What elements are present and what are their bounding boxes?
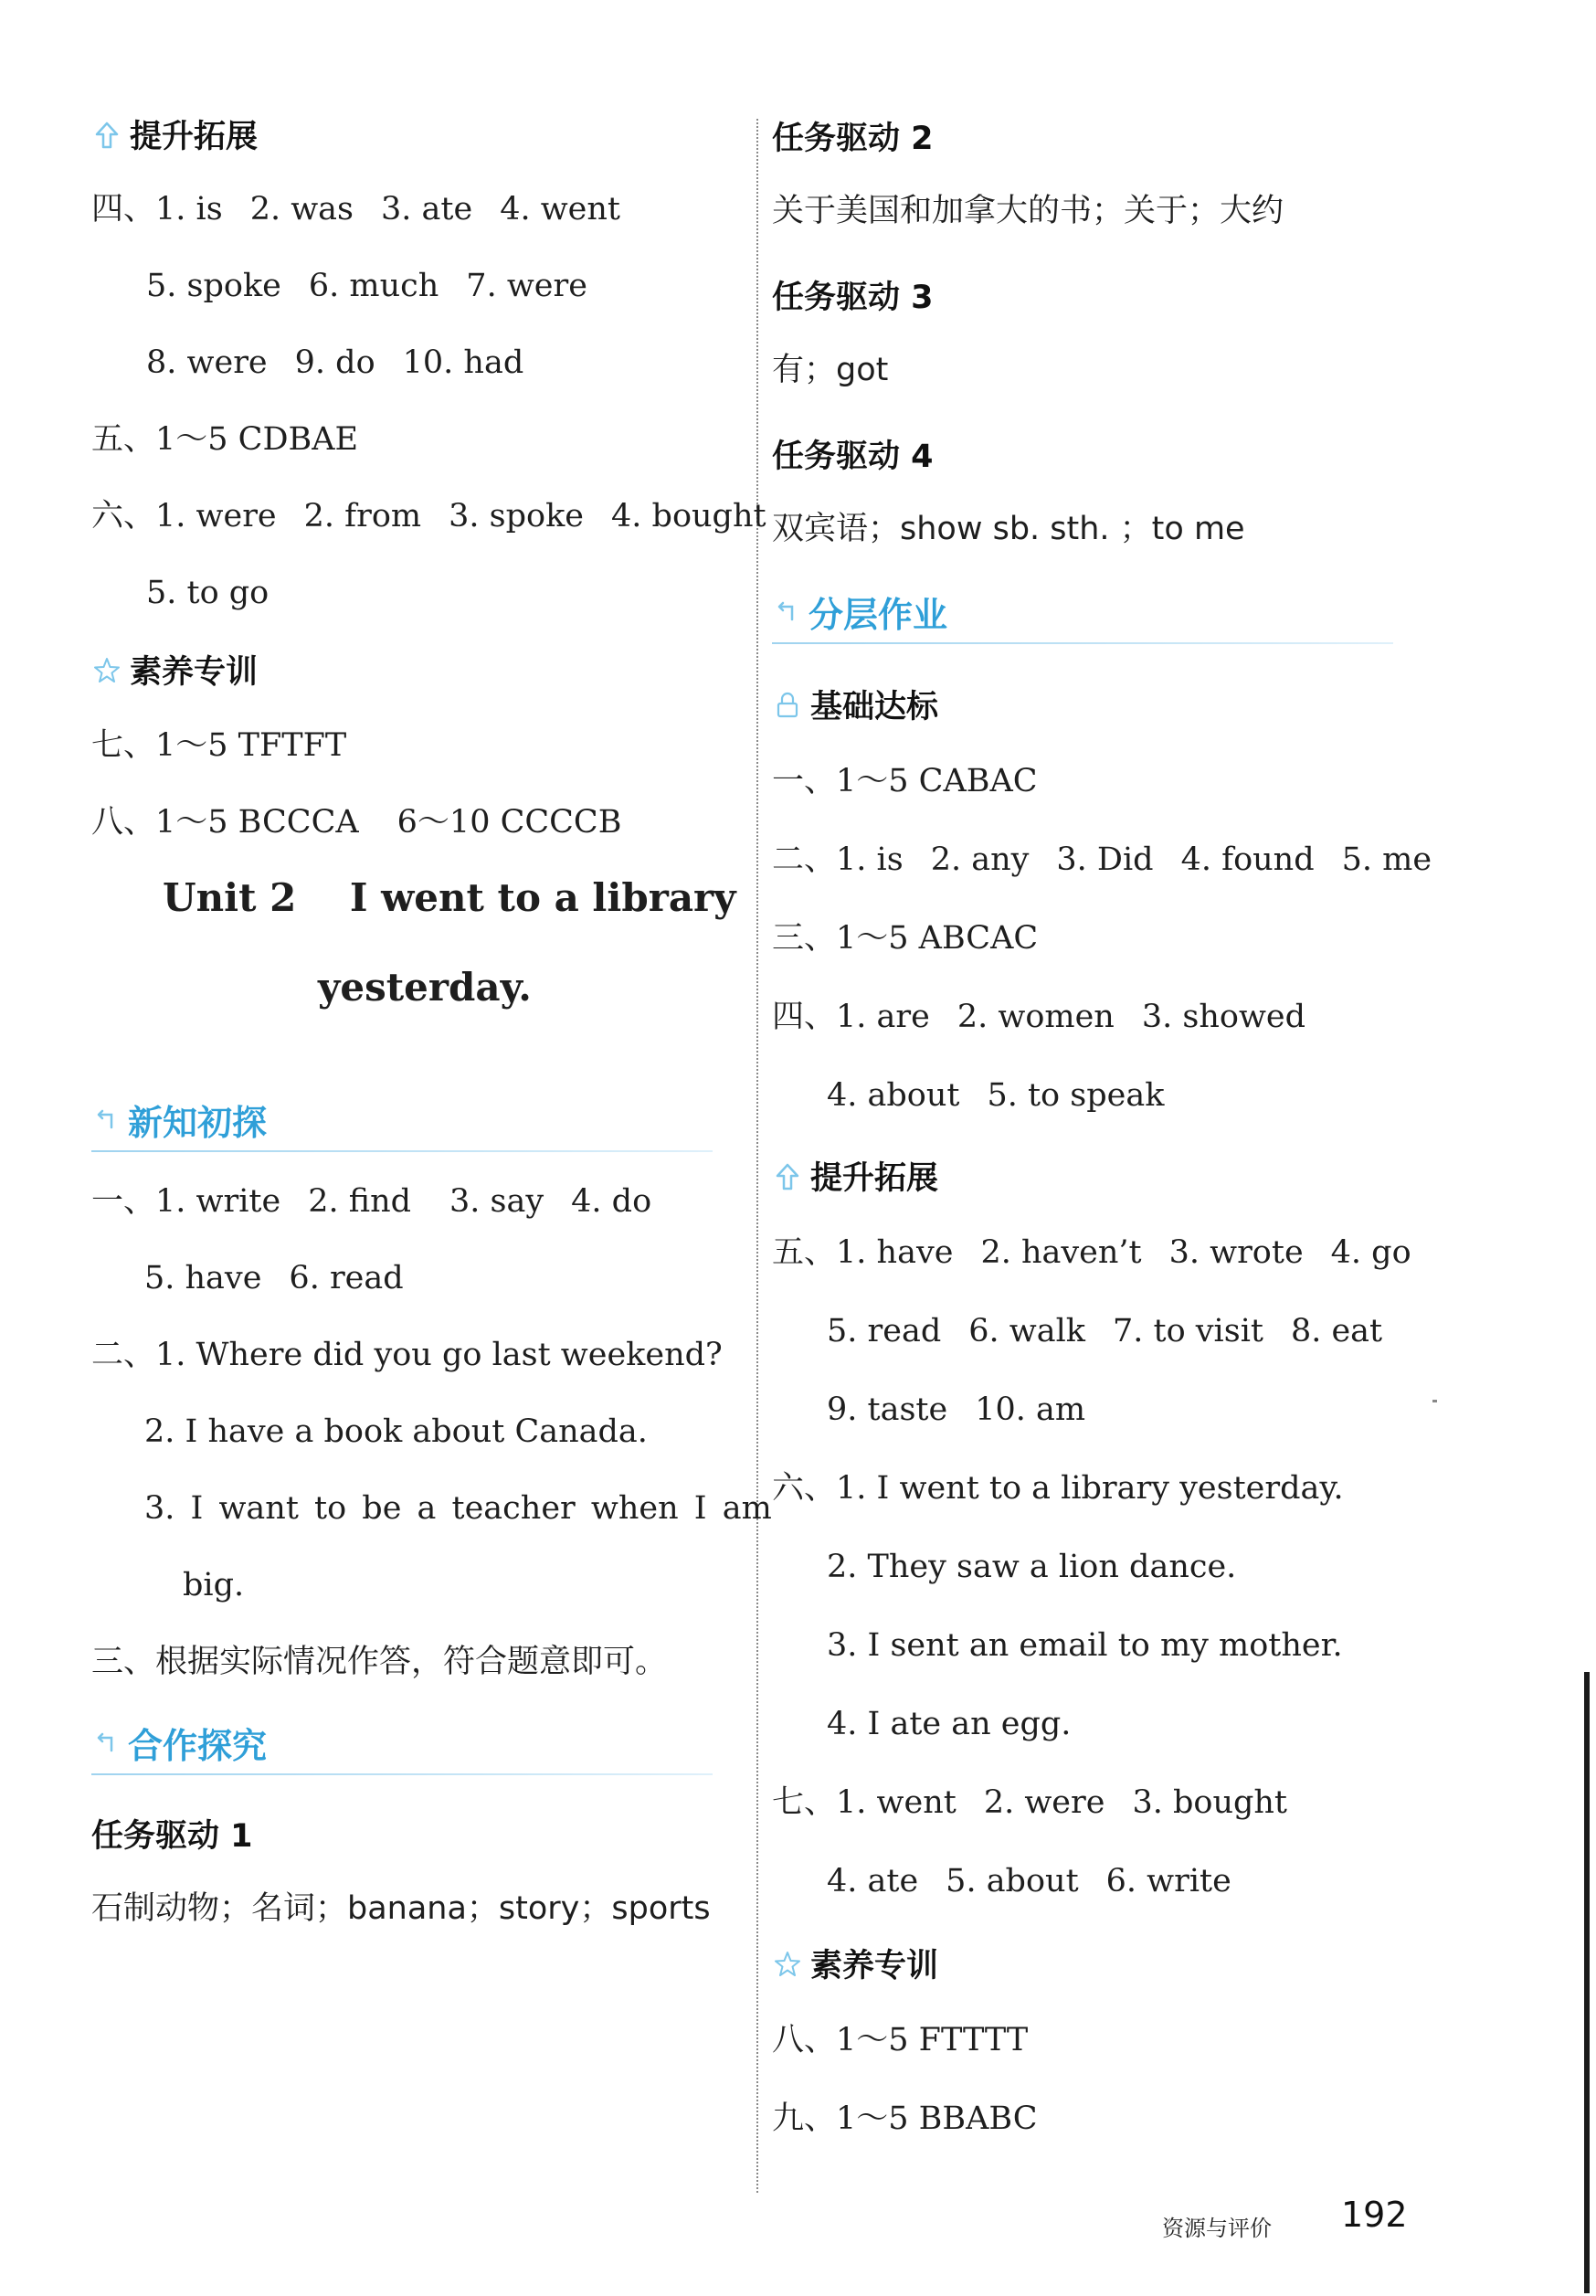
section-suyang-left: 素养专训	[91, 647, 258, 693]
answer-er-r: 二、1. is 2. any 3. Did 4. found 5. me	[772, 841, 1432, 878]
footer-label: 资源与评价	[1162, 2216, 1272, 2241]
page-edge-shadow	[1584, 1672, 1590, 2293]
answer-wu-r-row2: 5. read 6. walk 7. to visit 8. eat	[827, 1313, 1383, 1349]
answer-wu-r-row3: 9. taste 10. am	[827, 1391, 1086, 1428]
answer-er-row1: 二、1. Where did you go last weekend?	[91, 1337, 723, 1373]
answer-qi-r-row1: 七、1. went 2. were 3. bought	[772, 1784, 1288, 1821]
answer-liu-r-row4: 4. I ate an egg.	[827, 1706, 1072, 1742]
section-jichu: 基础达标	[772, 682, 938, 727]
section-underline	[91, 1150, 713, 1152]
corner-arrow-icon	[91, 1106, 122, 1137]
task-1-heading: 任务驱动 1	[91, 1818, 253, 1855]
answer-si-row3: 8. were 9. do 10. had	[146, 344, 524, 381]
section-xinzhi: 新知初探	[91, 1095, 267, 1152]
answer-liu-r-row2: 2. They saw a lion dance.	[827, 1549, 1237, 1585]
section-tisheng-left: 提升拓展	[91, 111, 258, 157]
answer-si-r-row1: 四、1. are 2. women 3. showed	[772, 999, 1306, 1035]
page-number: 192	[1341, 2195, 1408, 2235]
answer-liu-row2: 5. to go	[146, 575, 270, 611]
star-icon	[91, 655, 122, 686]
unit-title-line1: Unit 2 I went to a library	[163, 875, 736, 920]
answer-liu-r-row3: 3. I sent an email to my mother.	[827, 1627, 1343, 1664]
answer-si-row1: 四、1. is 2. was 3. ate 4. went	[91, 191, 620, 227]
section-suyang-right: 素养专训	[772, 1941, 938, 1986]
answer-san-r: 三、1～5 ABCAC	[772, 920, 1039, 957]
task-3-heading: 任务驱动 3	[772, 280, 934, 316]
answer-jiu-r: 九、1～5 BBABC	[772, 2100, 1038, 2137]
answer-er-row2: 2. I have a book about Canada.	[144, 1413, 648, 1450]
section-hezuo: 合作探究	[91, 1718, 267, 1775]
unit-title-line2: yesterday.	[318, 965, 532, 1010]
section-tisheng-right: 提升拓展	[772, 1153, 938, 1199]
answer-wu: 五、1～5 CDBAE	[91, 421, 359, 458]
task-2-heading: 任务驱动 2	[772, 121, 934, 157]
task-4-answer: 双宾语；show sb. sth. ；to me	[772, 511, 1245, 547]
answer-er-row3: 3. I want to be a teacher when I am	[144, 1490, 772, 1527]
column-divider	[756, 119, 758, 2193]
answer-ba: 八、1～5 BCCCA 6～10 CCCCB	[91, 804, 622, 841]
answer-liu-row1: 六、1. were 2. from 3. spoke 4. bought	[91, 498, 766, 534]
corner-arrow-icon	[772, 598, 803, 629]
answer-yi-r: 一、1～5 CABAC	[772, 763, 1038, 799]
section-underline	[91, 1773, 713, 1775]
answer-ba-r: 八、1～5 FTTTT	[772, 2022, 1029, 2058]
corner-arrow-icon	[91, 1729, 122, 1760]
lock-icon	[772, 690, 803, 721]
answer-san: 三、根据实际情况作答，符合题意即可。	[91, 1644, 668, 1680]
task-3-answer: 有；got	[772, 352, 889, 388]
answer-yi-row1: 一、1. write 2. find 3. say 4. do	[91, 1183, 652, 1220]
task-1-answer: 石制动物；名词；banana；story；sports	[91, 1890, 711, 1927]
star-icon	[772, 1949, 803, 1980]
answer-liu-r-row1: 六、1. I went to a library yesterday.	[772, 1470, 1344, 1507]
answer-er-row4: big.	[183, 1567, 245, 1603]
arrow-up-icon	[91, 120, 122, 151]
answer-qi: 七、1～5 TFTFT	[91, 727, 347, 764]
arrow-up-icon	[772, 1161, 803, 1192]
section-fenceng: 分层作业	[772, 587, 947, 644]
task-4-heading: 任务驱动 4	[772, 439, 934, 475]
section-underline	[772, 642, 1393, 644]
answer-si-row2: 5. spoke 6. much 7. were	[146, 268, 587, 304]
task-2-answer: 关于美国和加拿大的书；关于；大约	[772, 193, 1284, 229]
answer-si-r-row2: 4. about 5. to speak	[827, 1077, 1165, 1114]
answer-wu-r-row1: 五、1. have 2. haven’t 3. wrote 4. go	[772, 1234, 1411, 1271]
answer-yi-row2: 5. have 6. read	[144, 1260, 404, 1296]
scan-speck	[1432, 1400, 1437, 1402]
answer-qi-r-row2: 4. ate 5. about 6. write	[827, 1863, 1231, 1899]
